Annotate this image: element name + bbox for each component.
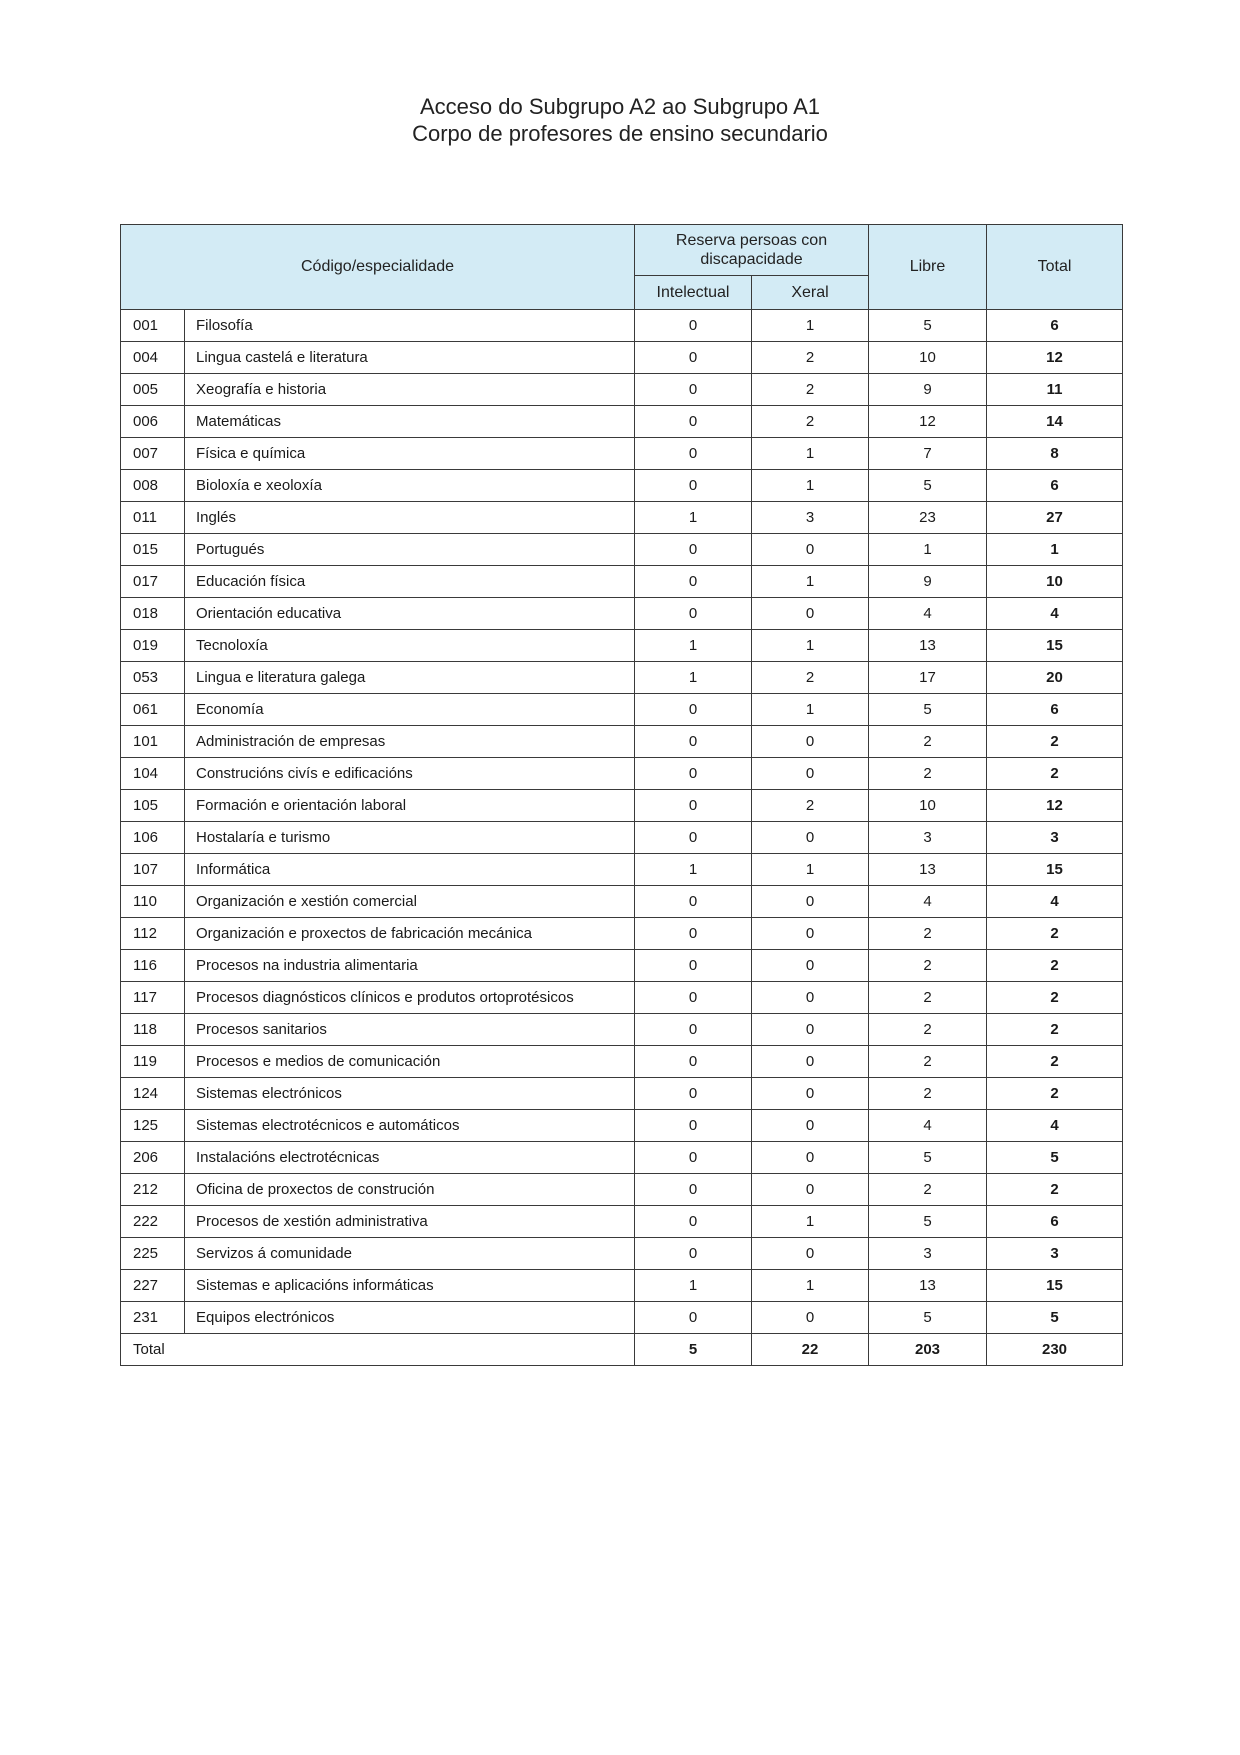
- cell-total: 2: [987, 726, 1123, 758]
- table-row: [121, 502, 1123, 534]
- cell-xeral: 0: [752, 1014, 869, 1046]
- table-row: [121, 758, 1123, 790]
- cell-code: 019: [121, 630, 185, 662]
- cell-xeral: 3: [752, 502, 869, 534]
- cell-total: 2: [987, 758, 1123, 790]
- table-row: [121, 1238, 1123, 1270]
- cell-xeral: 2: [752, 790, 869, 822]
- cell-libre: 2: [869, 982, 987, 1014]
- cell-libre: 2: [869, 918, 987, 950]
- table-row: [121, 342, 1123, 374]
- cell-total: 14: [987, 406, 1123, 438]
- title-line-1: Acceso do Subgrupo A2 ao Subgrupo A1: [420, 94, 820, 119]
- cell-intelectual: 1: [635, 1270, 752, 1302]
- cell-libre: 10: [869, 342, 987, 374]
- cell-code: 105: [121, 790, 185, 822]
- table-row: [121, 1078, 1123, 1110]
- cell-specialty: Procesos diagnósticos clínicos e produtos ortoprotésicos: [185, 982, 635, 1014]
- cell-code: 018: [121, 598, 185, 630]
- table-row: [121, 406, 1123, 438]
- cell-code: 110: [121, 886, 185, 918]
- cell-specialty: Sistemas electrotécnicos e automáticos: [185, 1110, 635, 1142]
- cell-intelectual: 0: [635, 534, 752, 566]
- cell-intelectual: 0: [635, 1014, 752, 1046]
- cell-libre: 1: [869, 534, 987, 566]
- cell-specialty: Construcións civís e edificacións: [185, 758, 635, 790]
- cell-code: 117: [121, 982, 185, 1014]
- cell-code: 107: [121, 854, 185, 886]
- cell-total: 27: [987, 502, 1123, 534]
- cell-intelectual: 0: [635, 342, 752, 374]
- cell-code: 124: [121, 1078, 185, 1110]
- cell-intelectual: 0: [635, 886, 752, 918]
- cell-xeral: 2: [752, 374, 869, 406]
- cell-libre: 23: [869, 502, 987, 534]
- cell-specialty: Tecnoloxía: [185, 630, 635, 662]
- cell-total: 2: [987, 918, 1123, 950]
- table-row: [121, 1014, 1123, 1046]
- cell-code: 119: [121, 1046, 185, 1078]
- cell-specialty: Sistemas e aplicacións informáticas: [185, 1270, 635, 1302]
- cell-specialty: Educación física: [185, 566, 635, 598]
- cell-xeral: 0: [752, 918, 869, 950]
- totals-row: [121, 1334, 1123, 1366]
- cell-specialty: Bioloxía e xeoloxía: [185, 470, 635, 502]
- cell-xeral: 0: [752, 598, 869, 630]
- header-intelectual: Intelectual: [635, 276, 752, 310]
- cell-intelectual: 0: [635, 1302, 752, 1334]
- cell-total: 4: [987, 598, 1123, 630]
- cell-specialty: Matemáticas: [185, 406, 635, 438]
- cell-intelectual: 0: [635, 982, 752, 1014]
- header-codigo-especialidade: Código/especialidade: [121, 225, 635, 310]
- cell-intelectual: 1: [635, 854, 752, 886]
- cell-total: 20: [987, 662, 1123, 694]
- cell-total: 2: [987, 1078, 1123, 1110]
- cell-code: 004: [121, 342, 185, 374]
- cell-specialty: Servizos á comunidade: [185, 1238, 635, 1270]
- cell-intelectual: 0: [635, 566, 752, 598]
- cell-xeral: 0: [752, 1142, 869, 1174]
- cell-code: 053: [121, 662, 185, 694]
- cell-xeral: 0: [752, 1046, 869, 1078]
- cell-code: 104: [121, 758, 185, 790]
- cell-specialty: Instalacións electrotécnicas: [185, 1142, 635, 1174]
- cell-libre: 5: [869, 470, 987, 502]
- table-row: [121, 1206, 1123, 1238]
- cell-libre: 17: [869, 662, 987, 694]
- cell-libre: 2: [869, 1174, 987, 1206]
- cell-code: 015: [121, 534, 185, 566]
- cell-specialty: Formación e orientación laboral: [185, 790, 635, 822]
- cell-code: 061: [121, 694, 185, 726]
- cell-intelectual: 0: [635, 1110, 752, 1142]
- cell-code: 008: [121, 470, 185, 502]
- cell-xeral: 2: [752, 406, 869, 438]
- cell-specialty: Procesos na industria alimentaria: [185, 950, 635, 982]
- cell-total: 3: [987, 1238, 1123, 1270]
- cell-intelectual: 0: [635, 822, 752, 854]
- cell-code: 106: [121, 822, 185, 854]
- header-libre: Libre: [869, 225, 987, 310]
- cell-specialty: Orientación educativa: [185, 598, 635, 630]
- totals-xeral: 22: [752, 1334, 869, 1366]
- table-row: [121, 566, 1123, 598]
- cell-libre: 2: [869, 950, 987, 982]
- cell-libre: 2: [869, 1046, 987, 1078]
- cell-intelectual: 0: [635, 950, 752, 982]
- cell-intelectual: 0: [635, 310, 752, 342]
- specialties-table: [120, 224, 1123, 1366]
- cell-code: 007: [121, 438, 185, 470]
- header-xeral: Xeral: [752, 276, 869, 310]
- cell-xeral: 0: [752, 1078, 869, 1110]
- cell-specialty: Economía: [185, 694, 635, 726]
- totals-label: Total: [121, 1334, 635, 1366]
- cell-xeral: 0: [752, 758, 869, 790]
- cell-libre: 5: [869, 1206, 987, 1238]
- cell-total: 15: [987, 1270, 1123, 1302]
- document-title: [0, 93, 1240, 147]
- table-row: [121, 1142, 1123, 1174]
- cell-xeral: 2: [752, 342, 869, 374]
- cell-specialty: Procesos e medios de comunicación: [185, 1046, 635, 1078]
- table-row: [121, 822, 1123, 854]
- cell-intelectual: 1: [635, 662, 752, 694]
- cell-xeral: 0: [752, 1302, 869, 1334]
- cell-libre: 13: [869, 630, 987, 662]
- cell-libre: 5: [869, 1142, 987, 1174]
- cell-xeral: 1: [752, 566, 869, 598]
- cell-xeral: 0: [752, 886, 869, 918]
- table-row: [121, 598, 1123, 630]
- table-row: [121, 438, 1123, 470]
- totals-total: 230: [987, 1334, 1123, 1366]
- cell-specialty: Portugués: [185, 534, 635, 566]
- cell-specialty: Sistemas electrónicos: [185, 1078, 635, 1110]
- cell-libre: 5: [869, 1302, 987, 1334]
- cell-intelectual: 0: [635, 1046, 752, 1078]
- cell-libre: 4: [869, 598, 987, 630]
- cell-total: 15: [987, 854, 1123, 886]
- cell-specialty: Equipos electrónicos: [185, 1302, 635, 1334]
- cell-libre: 2: [869, 726, 987, 758]
- cell-libre: 4: [869, 886, 987, 918]
- cell-intelectual: 0: [635, 1142, 752, 1174]
- table-row: [121, 918, 1123, 950]
- cell-code: 001: [121, 310, 185, 342]
- cell-total: 10: [987, 566, 1123, 598]
- cell-specialty: Física e química: [185, 438, 635, 470]
- cell-code: 212: [121, 1174, 185, 1206]
- cell-libre: 12: [869, 406, 987, 438]
- cell-code: 017: [121, 566, 185, 598]
- table-header: [121, 225, 1123, 310]
- cell-code: 011: [121, 502, 185, 534]
- title-line-2: Corpo de profesores de ensino secundario: [412, 121, 828, 146]
- cell-code: 231: [121, 1302, 185, 1334]
- cell-intelectual: 0: [635, 758, 752, 790]
- cell-code: 112: [121, 918, 185, 950]
- cell-intelectual: 0: [635, 406, 752, 438]
- cell-total: 12: [987, 790, 1123, 822]
- cell-specialty: Xeografía e historia: [185, 374, 635, 406]
- cell-intelectual: 0: [635, 598, 752, 630]
- table-row: [121, 630, 1123, 662]
- cell-total: 4: [987, 1110, 1123, 1142]
- cell-specialty: Hostalaría e turismo: [185, 822, 635, 854]
- cell-xeral: 0: [752, 1238, 869, 1270]
- table-row: [121, 726, 1123, 758]
- cell-intelectual: 1: [635, 630, 752, 662]
- cell-libre: 13: [869, 1270, 987, 1302]
- cell-libre: 10: [869, 790, 987, 822]
- cell-libre: 5: [869, 310, 987, 342]
- table-row: [121, 1174, 1123, 1206]
- cell-libre: 7: [869, 438, 987, 470]
- table-row: [121, 694, 1123, 726]
- cell-intelectual: 0: [635, 438, 752, 470]
- cell-xeral: 1: [752, 310, 869, 342]
- table-row: [121, 854, 1123, 886]
- table-row: [121, 470, 1123, 502]
- table-row: [121, 310, 1123, 342]
- cell-xeral: 1: [752, 470, 869, 502]
- cell-intelectual: 1: [635, 502, 752, 534]
- cell-libre: 2: [869, 758, 987, 790]
- table-body: [121, 310, 1123, 1334]
- cell-specialty: Filosofía: [185, 310, 635, 342]
- cell-libre: 3: [869, 1238, 987, 1270]
- cell-specialty: Oficina de proxectos de construción: [185, 1174, 635, 1206]
- cell-libre: 2: [869, 1014, 987, 1046]
- cell-xeral: 0: [752, 726, 869, 758]
- cell-xeral: 1: [752, 1270, 869, 1302]
- totals-intelectual: 5: [635, 1334, 752, 1366]
- cell-total: 2: [987, 1014, 1123, 1046]
- cell-total: 2: [987, 982, 1123, 1014]
- cell-xeral: 0: [752, 1174, 869, 1206]
- cell-xeral: 1: [752, 1206, 869, 1238]
- header-total: Total: [987, 225, 1123, 310]
- cell-xeral: 0: [752, 982, 869, 1014]
- cell-specialty: Lingua e literatura galega: [185, 662, 635, 694]
- cell-intelectual: 0: [635, 1206, 752, 1238]
- cell-code: 101: [121, 726, 185, 758]
- cell-libre: 4: [869, 1110, 987, 1142]
- cell-total: 4: [987, 886, 1123, 918]
- cell-total: 12: [987, 342, 1123, 374]
- table-row: [121, 1302, 1123, 1334]
- table-row: [121, 982, 1123, 1014]
- cell-total: 6: [987, 694, 1123, 726]
- cell-xeral: 0: [752, 534, 869, 566]
- cell-specialty: Administración de empresas: [185, 726, 635, 758]
- cell-code: 118: [121, 1014, 185, 1046]
- table-footer: [121, 1334, 1123, 1366]
- cell-libre: 9: [869, 566, 987, 598]
- cell-xeral: 1: [752, 438, 869, 470]
- cell-libre: 2: [869, 1078, 987, 1110]
- cell-intelectual: 0: [635, 918, 752, 950]
- cell-libre: 13: [869, 854, 987, 886]
- cell-specialty: Inglés: [185, 502, 635, 534]
- cell-xeral: 1: [752, 854, 869, 886]
- cell-total: 8: [987, 438, 1123, 470]
- cell-libre: 5: [869, 694, 987, 726]
- cell-total: 2: [987, 950, 1123, 982]
- cell-xeral: 0: [752, 1110, 869, 1142]
- cell-total: 11: [987, 374, 1123, 406]
- cell-intelectual: 0: [635, 694, 752, 726]
- table-row: [121, 662, 1123, 694]
- cell-total: 6: [987, 470, 1123, 502]
- cell-total: 6: [987, 1206, 1123, 1238]
- cell-intelectual: 0: [635, 1078, 752, 1110]
- cell-intelectual: 0: [635, 790, 752, 822]
- cell-code: 125: [121, 1110, 185, 1142]
- table-row: [121, 790, 1123, 822]
- cell-code: 006: [121, 406, 185, 438]
- cell-total: 3: [987, 822, 1123, 854]
- cell-xeral: 2: [752, 662, 869, 694]
- cell-intelectual: 0: [635, 374, 752, 406]
- table-row: [121, 886, 1123, 918]
- cell-intelectual: 0: [635, 1238, 752, 1270]
- table-row: [121, 1270, 1123, 1302]
- cell-specialty: Organización e xestión comercial: [185, 886, 635, 918]
- cell-code: 206: [121, 1142, 185, 1174]
- cell-total: 5: [987, 1142, 1123, 1174]
- totals-libre: 203: [869, 1334, 987, 1366]
- cell-intelectual: 0: [635, 470, 752, 502]
- cell-total: 1: [987, 534, 1123, 566]
- cell-code: 227: [121, 1270, 185, 1302]
- cell-intelectual: 0: [635, 726, 752, 758]
- cell-xeral: 0: [752, 822, 869, 854]
- cell-xeral: 1: [752, 694, 869, 726]
- cell-specialty: Lingua castelá e literatura: [185, 342, 635, 374]
- cell-libre: 3: [869, 822, 987, 854]
- cell-total: 15: [987, 630, 1123, 662]
- cell-specialty: Informática: [185, 854, 635, 886]
- cell-specialty: Organización e proxectos de fabricación mecánica: [185, 918, 635, 950]
- cell-code: 225: [121, 1238, 185, 1270]
- table-row: [121, 374, 1123, 406]
- table-row: [121, 1046, 1123, 1078]
- cell-specialty: Procesos sanitarios: [185, 1014, 635, 1046]
- table-row: [121, 534, 1123, 566]
- cell-libre: 9: [869, 374, 987, 406]
- cell-total: 6: [987, 310, 1123, 342]
- cell-code: 116: [121, 950, 185, 982]
- cell-total: 5: [987, 1302, 1123, 1334]
- table-row: [121, 1110, 1123, 1142]
- table-row: [121, 950, 1123, 982]
- cell-intelectual: 0: [635, 1174, 752, 1206]
- cell-specialty: Procesos de xestión administrativa: [185, 1206, 635, 1238]
- header-reserva: Reserva persoas con discapacidade: [635, 225, 869, 276]
- cell-total: 2: [987, 1046, 1123, 1078]
- cell-xeral: 0: [752, 950, 869, 982]
- cell-code: 222: [121, 1206, 185, 1238]
- cell-total: 2: [987, 1174, 1123, 1206]
- cell-code: 005: [121, 374, 185, 406]
- cell-xeral: 1: [752, 630, 869, 662]
